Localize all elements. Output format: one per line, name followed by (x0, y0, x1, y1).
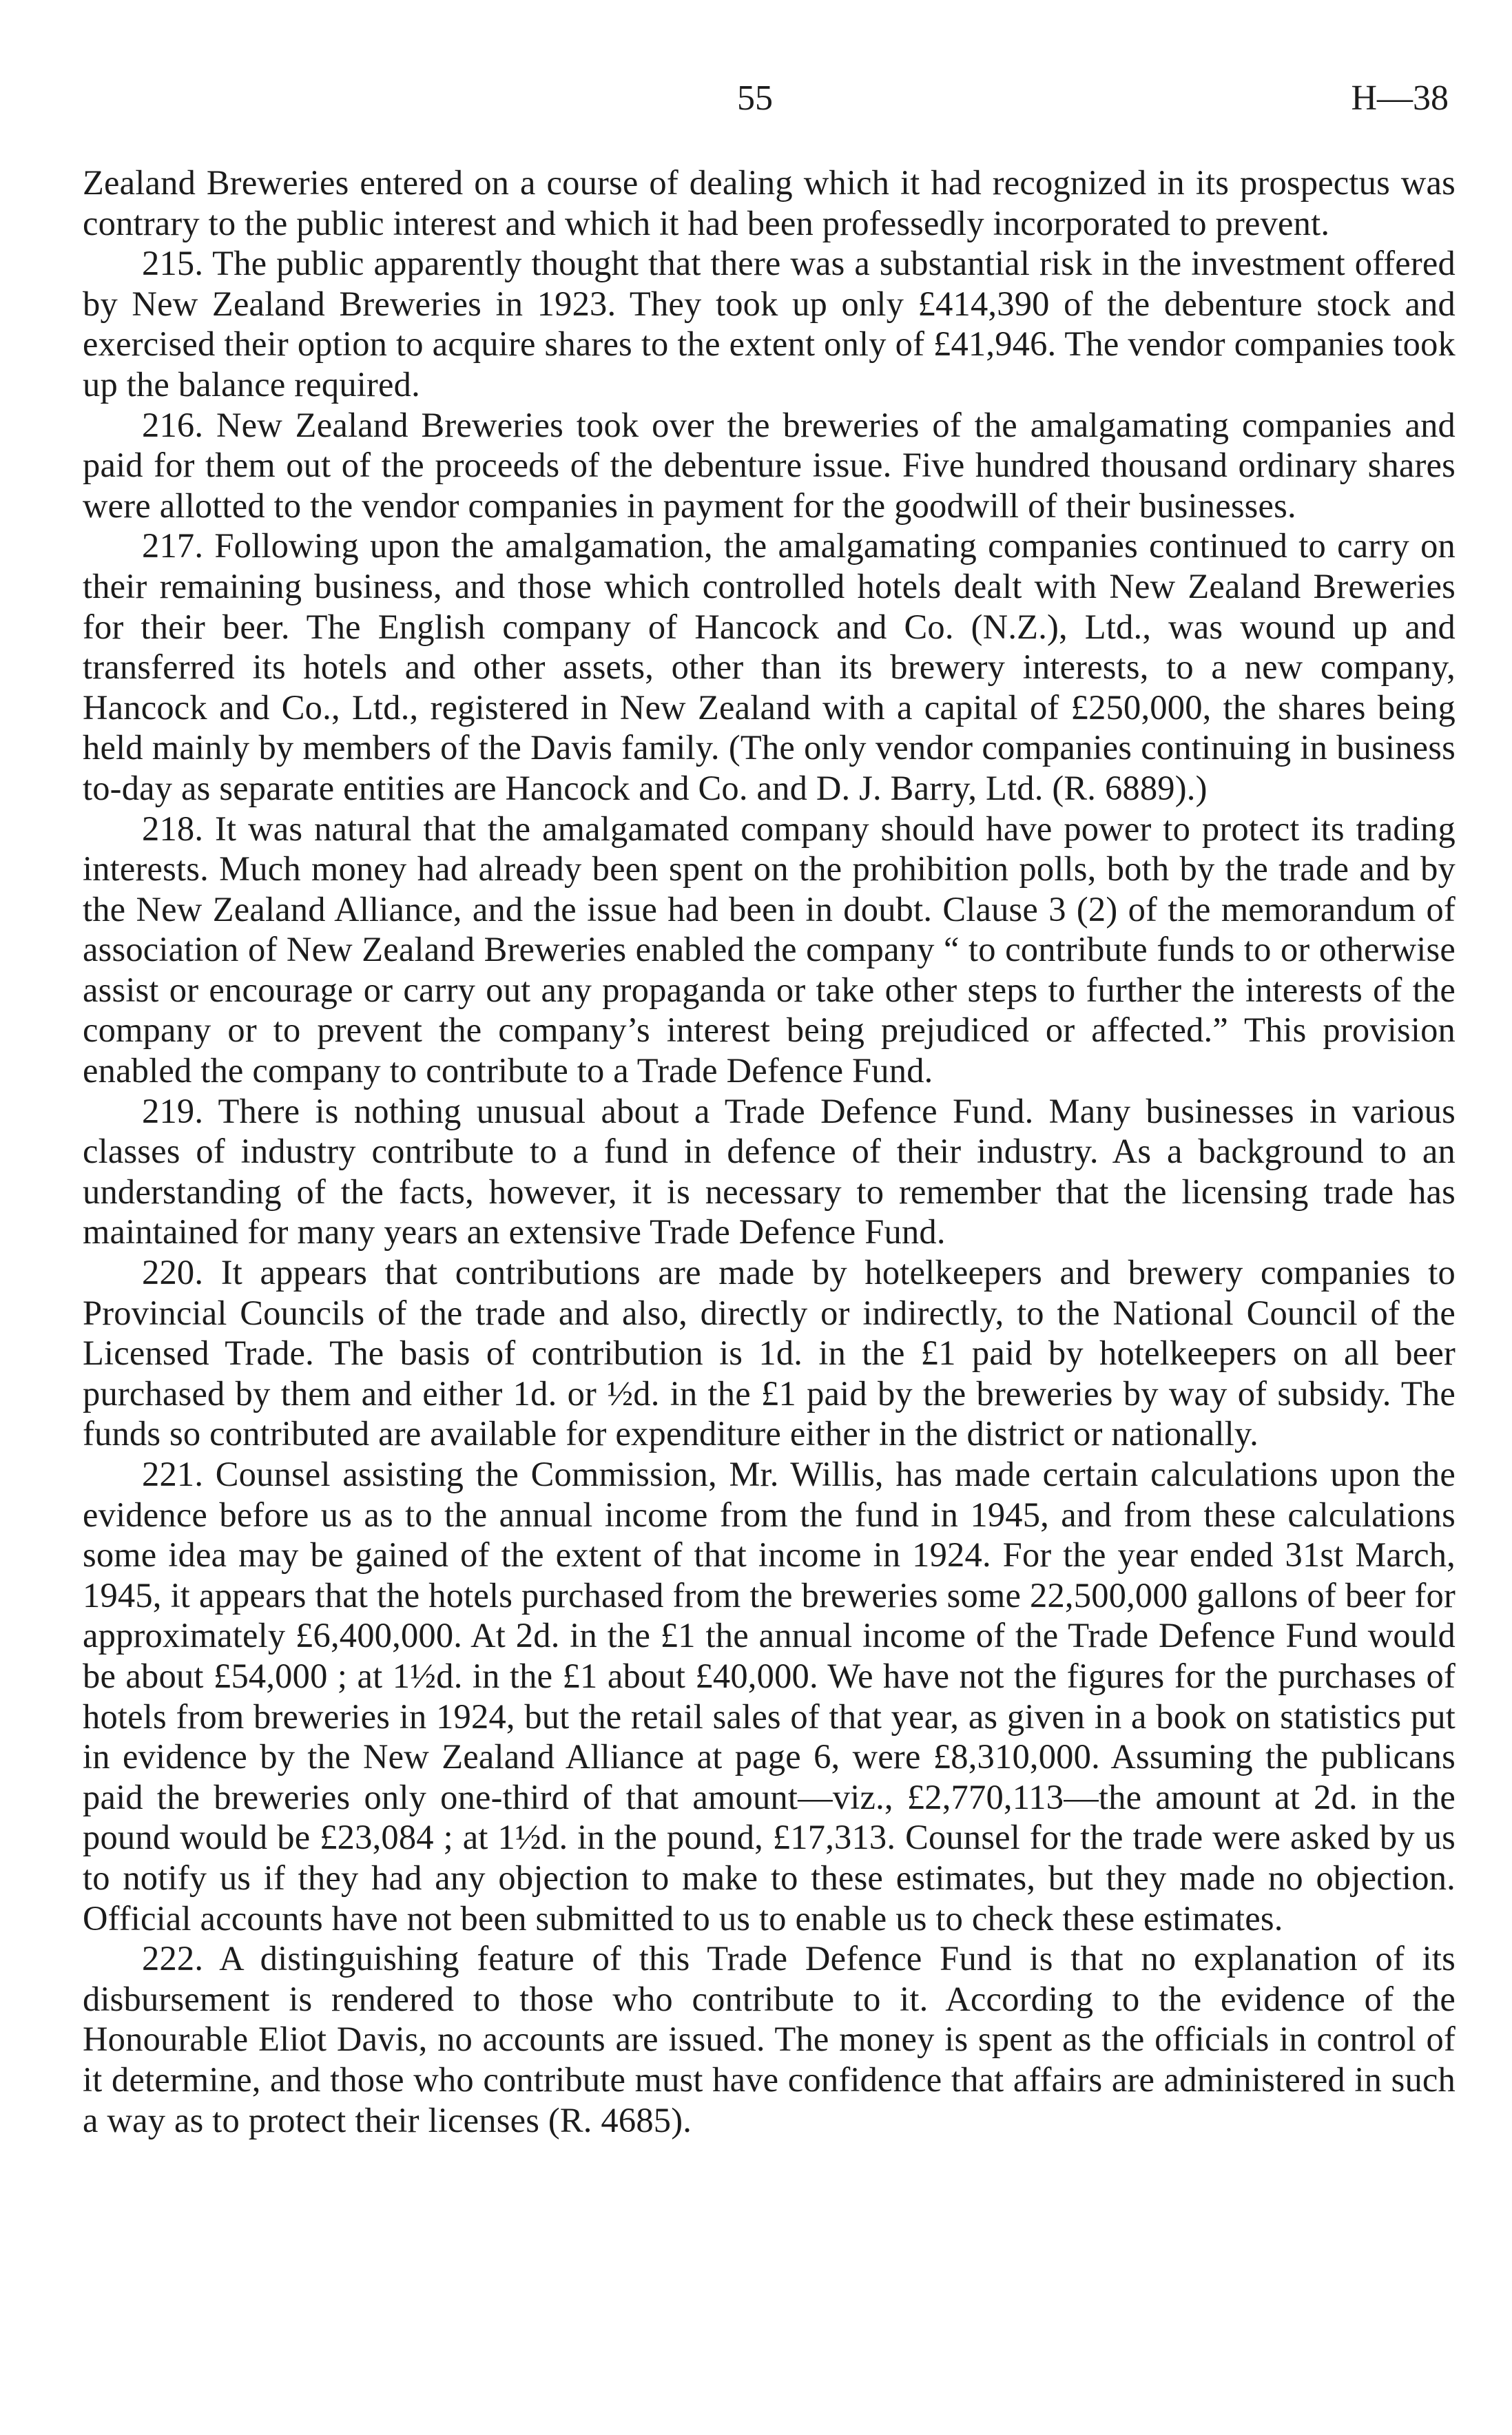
page-header (0, 74, 1512, 123)
paragraph-222: 222. A distinguishing feature of this Trade Defence Fund is that no explanation of its disbursement is rendered to those who contribute to it. According to the evidence of the Honourable Eliot Davis, no accounts are issued. The money is spent as the officials in control of it determine, and those who contribute must have confidence that affairs are administered in such a way as to protect their licenses (R. 4685). (83, 1939, 1456, 2139)
document-code: H—38 (1351, 79, 1449, 118)
paragraph-218: 218. It was natural that the amalgamated company should have power to protect its trading interests. Much money had already been spent on the prohibition polls, both by the trade and by the New Zealand Alliance, and the issue had been in doubt. Clause 3 (2) of the memorandum of association of New Zealand Breweries enabled the company “ to contribute funds to or otherwise assist or encourage or carry out any propaganda or take other steps to further the interests of the company or to prevent the company’s interest being prejudiced or affected.” This provision enabled the company to contribute to a Trade Defence Fund. (83, 809, 1456, 1090)
paragraph-219: 219. There is nothing unusual about a Trade Defence Fund. Many businesses in various classes of industry contribute to a fund in defence of their industry. As a background to an understanding of the facts, however, it is necessary to remember that the licensing trade has maintained for many years an extensive Trade Defence Fund. (83, 1091, 1456, 1252)
paragraph-217: 217. Following upon the amalgamation, the amalgamating companies continued to carry on their remaining business, and those which controlled hotels dealt with New Zealand Breweries for their beer. The English company of Hancock and Co. (N.Z.), Ltd., was wound up and transferred its hotels and other assets, other than its brewery interests, to a new company, Hancock and Co., Ltd., registered in New Zealand with a capital of £250,000, the shares being held mainly by members of the Davis family. (The only vendor companies continuing in business to-day as separate entities are Hancock and Co. and D. J. Barry, Ltd. (R. 6889).) (83, 526, 1456, 807)
paragraph-221: 221. Counsel assisting the Commission, Mr. Willis, has made certain calculations upon the evidence before us as to the annual income from the fund in 1945, and from these calculations some idea may be gained of the extent of that income in 1924. For the year ended 31st March, 1945, it appears that the hotels purchased from the breweries some 22,500,000 gallons of beer for approximately £6,400,000. At 2d. in the £1 the annual income of the Trade Defence Fund would be about £54,000 ; at 1½d. in the £1 about £40,000. We have not the figures for the purchases of hotels from breweries in 1924, but the retail sales of that year, as given in a book on statistics put in evidence by the New Zealand Alliance at page 6, were £8,310,000. Assuming the publicans paid the breweries only one-third of that amount—viz., £2,770,113—the amount at 2d. in the pound would be £23,084 ; at 1½d. in the pound, £17,313. Counsel for the trade were asked by us to notify us if they had any objection to make to these estimates, but they made no objection. Official accounts have not been submitted to us to enable us to check these estimates. (83, 1455, 1456, 1938)
body-text (83, 163, 1456, 2140)
paragraph-216: 216. New Zealand Breweries took over the breweries of the amalgamating companies and paid for them out of the proceeds of the debenture issue. Five hundred thousand ordinary shares were allotted to the vendor companies in payment for the goodwill of their businesses. (83, 405, 1456, 525)
page-number: 55 (737, 79, 773, 118)
paragraph-215: 215. The public apparently thought that there was a substantial risk in the investment offered by New Zealand Breweries in 1923. They took up only £414,390 of the debenture stock and exercised their option to acquire shares to the extent only of £41,946. The vendor companies took up the balance required. (83, 244, 1456, 404)
paragraph-continuation: Zealand Breweries entered on a course of dealing which it had recognized in its prospectus was contrary to the public interest and which it had been professedly incorporated to prevent. (83, 163, 1456, 242)
paragraph-220: 220. It appears that contributions are made by hotelkeepers and brewery companies to Provincial Councils of the trade and also, directly or indirectly, to the National Council of the Licensed Trade. The basis of contribution is 1d. in the £1 paid by hotelkeepers on all beer purchased by them and either 1d. or ½d. in the £1 paid by the breweries by way of subsidy. The funds so contributed are available for expenditure either in the district or nationally. (83, 1253, 1456, 1453)
